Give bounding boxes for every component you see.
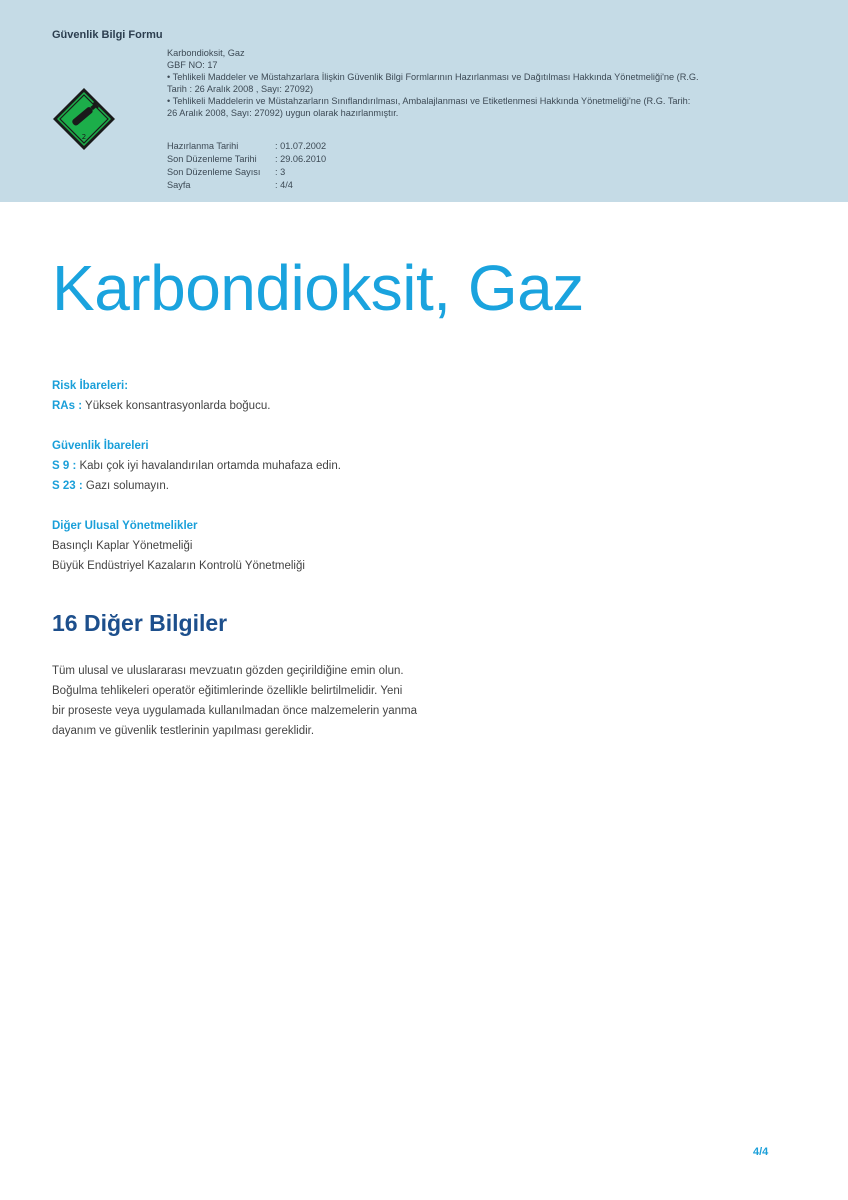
form-title: Güvenlik Bilgi Formu bbox=[52, 29, 163, 41]
risk-item bbox=[52, 396, 270, 416]
safety-section bbox=[52, 436, 341, 496]
safety-heading: Güvenlik İbareleri bbox=[52, 440, 149, 452]
page-number: 4/4 bbox=[753, 1146, 769, 1158]
meta-label: Hazırlanma Tarihi bbox=[167, 141, 239, 151]
paragraph-line: Tüm ulusal ve uluslararası mevzuatın gözden geçirildiğine emin olun. bbox=[52, 665, 404, 677]
meta-value: : 01.07.2002 bbox=[275, 141, 327, 151]
meta-value: : 4/4 bbox=[275, 180, 293, 190]
meta-label: Sayfa bbox=[167, 180, 191, 190]
safety-item bbox=[52, 456, 341, 476]
paragraph-line: dayanım ve güvenlik testlerinin yapılması gereklidir. bbox=[52, 725, 315, 737]
regulation-line: Tarih : 26 Aralık 2008 , Sayı: 27092) bbox=[167, 84, 314, 94]
regulation-item: Basınçlı Kaplar Yönetmeliği bbox=[52, 540, 193, 552]
safety-text: Gazı solumayın. bbox=[82, 480, 169, 492]
safety-code: S 23 : bbox=[52, 480, 83, 492]
meta-label: Son Düzenleme Sayısı bbox=[167, 167, 261, 177]
meta-value: : 29.06.2010 bbox=[275, 154, 327, 164]
risk-section bbox=[52, 376, 270, 416]
revision-meta bbox=[167, 140, 326, 192]
meta-value: : 3 bbox=[275, 167, 286, 177]
meta-label: Son Düzenleme Tarihi bbox=[167, 154, 257, 164]
document-header bbox=[0, 0, 848, 202]
safety-code: S 9 : bbox=[52, 460, 77, 472]
risk-heading: Risk İbareleri: bbox=[52, 380, 129, 392]
page-title: Karbondioksit, Gaz bbox=[52, 252, 584, 324]
safety-item bbox=[52, 476, 341, 496]
national-heading: Diğer Ulusal Yönetmelikler bbox=[52, 520, 198, 532]
meta-row bbox=[167, 140, 326, 153]
meta-row bbox=[167, 166, 326, 179]
national-regulations-section bbox=[52, 516, 305, 576]
section-16-paragraph bbox=[52, 661, 417, 741]
risk-code: RAs : bbox=[52, 400, 83, 412]
risk-text: Yüksek konsantrasyonlarda boğucu. bbox=[82, 400, 271, 412]
product-name: Karbondioksit, Gaz bbox=[167, 48, 245, 58]
hazard-class-number: 2 bbox=[81, 133, 87, 141]
section-16-heading: 16 Diğer Bilgiler bbox=[52, 610, 228, 636]
paragraph-line: Boğulma tehlikeleri operatör eğitimlerinde özellikle belirtilmelidir. Yeni bbox=[52, 685, 403, 697]
regulation-line: 26 Aralık 2008, Sayı: 27092) uygun olarak hazırlanmıştır. bbox=[167, 108, 399, 118]
regulation-line: • Tehlikeli Maddelerin ve Müstahzarların Sınıflandırılması, Ambalajlanması ve Etiketlenmesi Hakkında Yönetmeliği'ne (R.G. Tarih: bbox=[167, 96, 691, 106]
header-info-block bbox=[167, 47, 777, 119]
safety-text: Kabı çok iyi havalandırılan ortamda muhafaza edin. bbox=[76, 460, 341, 472]
paragraph-line: bir proseste veya uygulamada kullanılmadan önce malzemelerin yanma bbox=[52, 705, 417, 717]
gbf-number: GBF NO: 17 bbox=[167, 60, 218, 70]
regulation-line: • Tehlikeli Maddeler ve Müstahzarlara İlişkin Güvenlik Bilgi Formlarının Hazırlanması ve Dağıtılması Hakkında Yönetmeliği'ne (R.G. bbox=[167, 72, 699, 82]
meta-row bbox=[167, 179, 326, 192]
gas-cylinder-diamond-icon bbox=[52, 87, 116, 151]
meta-row bbox=[167, 153, 326, 166]
regulation-item: Büyük Endüstriyel Kazaların Kontrolü Yönetmeliği bbox=[52, 560, 305, 572]
